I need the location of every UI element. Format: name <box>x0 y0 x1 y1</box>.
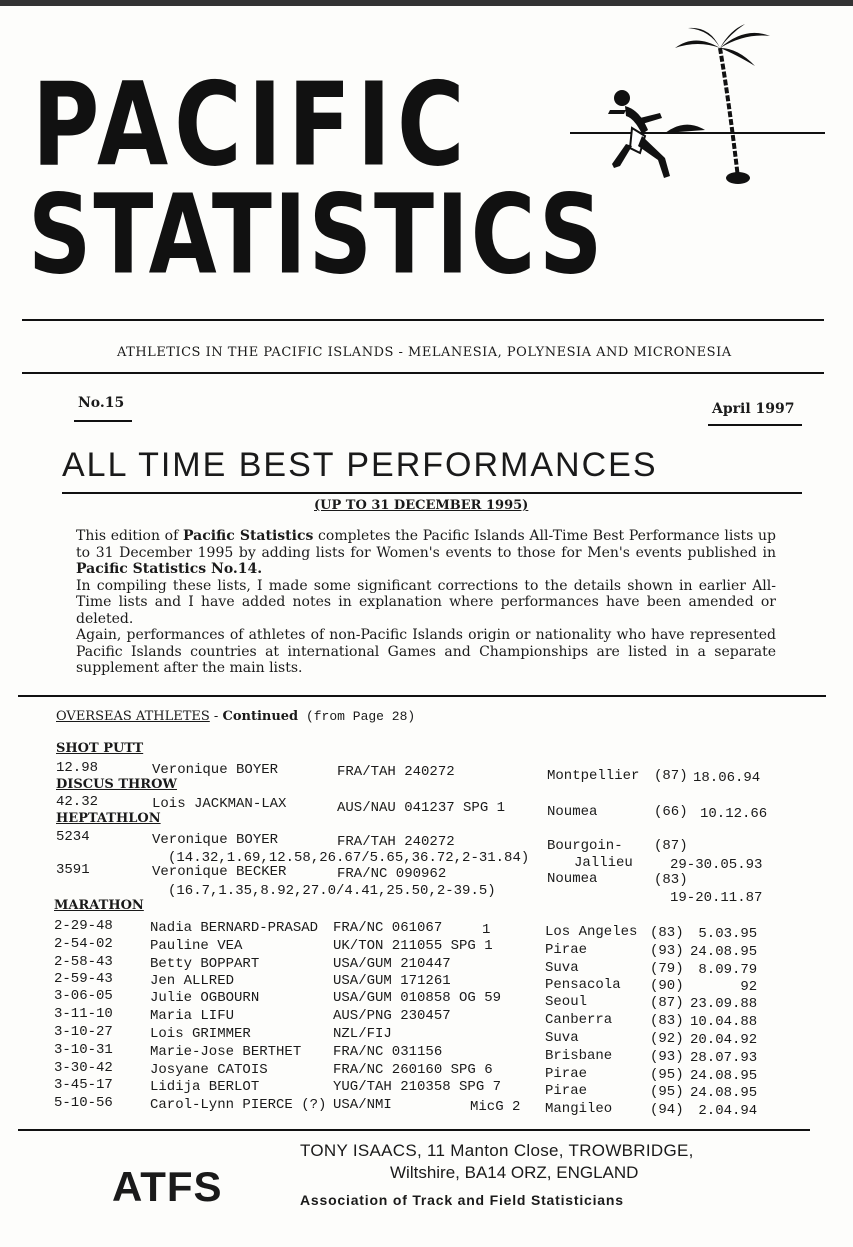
footer-rule <box>18 1129 810 1131</box>
masthead-subtitle: ATHLETICS IN THE PACIFIC ISLANDS - MELANESIA, POLYNESIA AND MICRONESIA <box>117 345 732 360</box>
intro-p2: In compiling these lists, I made some significant corrections to the details shown in earlier All-Time lists and I have added notes in explanation where performances have been amended or deleted. <box>76 577 776 627</box>
masthead-rule-bottom <box>22 372 824 374</box>
intro-rule <box>18 695 826 697</box>
title-underline <box>62 492 802 494</box>
row-year: (66) <box>654 804 688 820</box>
marathon-row-date: 24.08.95 <box>690 944 758 960</box>
marathon-row-nat: UK/TON 211055 SPG 1 <box>333 938 493 954</box>
marathon-row-yr: (95) <box>650 1067 684 1083</box>
row-venue: Bourgoin- <box>547 838 623 854</box>
row-nat: AUS/NAU 041237 SPG 1 <box>337 800 506 816</box>
marathon-row-date: 20.04.92 <box>690 1032 758 1048</box>
row-name: Veronique BOYER <box>152 762 279 778</box>
row-date: 18.06.94 <box>693 770 761 786</box>
row-mark: 5234 <box>56 829 90 845</box>
event-heptathlon: HEPTATHLON <box>56 811 161 826</box>
marathon-row-date: 23.09.88 <box>690 996 758 1012</box>
issue-date: April 1997 <box>712 401 795 417</box>
marathon-row-mark: 2-29-48 <box>54 918 113 934</box>
masthead-line2: STATISTICS <box>28 170 605 299</box>
marathon-row-date: 8.09.79 <box>698 962 758 978</box>
row-mark: 3591 <box>56 862 90 878</box>
marathon-row-mark: 3-10-31 <box>54 1042 113 1058</box>
row-nat: FRA/NC 090962 <box>337 866 447 882</box>
intro-paragraph <box>76 528 776 677</box>
marathon-row-yr: (87) <box>650 995 684 1011</box>
row-venue: Montpellier <box>547 768 640 784</box>
marathon-row-mark: 2-54-02 <box>54 936 113 952</box>
marathon-row-mark: 2-59-43 <box>54 971 113 987</box>
marathon-row-venue: Suva <box>545 1030 579 1046</box>
section-dash: - <box>209 709 223 724</box>
row-date: 10.12.66 <box>700 806 768 822</box>
page-title: ALL TIME BEST PERFORMANCES <box>62 446 658 484</box>
row-mark: 12.98 <box>56 760 99 776</box>
marathon-row-comp: MicG 2 <box>470 1099 521 1115</box>
marathon-row-name: Nadia BERNARD-PRASAD <box>150 920 319 936</box>
marathon-row-nat: FRA/NC 260160 SPG 6 <box>333 1062 493 1078</box>
marathon-row-yr: (94) <box>650 1102 684 1118</box>
marathon-row-date: 10.04.88 <box>690 1014 758 1030</box>
event-shot-putt: SHOT PUTT <box>56 741 144 756</box>
marathon-row-venue: Pirae <box>545 1083 588 1099</box>
marathon-row-venue: Seoul <box>545 994 588 1010</box>
marathon-row-yr: (93) <box>650 943 684 959</box>
marathon-row-nat: USA/GUM 210447 <box>333 956 451 972</box>
row-venue-cont: Jallieu <box>574 855 633 871</box>
marathon-row-yr: (83) <box>650 925 684 941</box>
row-year: (87) <box>654 768 688 784</box>
marathon-row-comp: 1 <box>482 922 491 938</box>
marathon-row-venue: Pirae <box>545 1066 588 1082</box>
marathon-row-mark: 2-58-43 <box>54 954 113 970</box>
atfs-logo: ATFS <box>112 1163 223 1210</box>
row-year: (87) <box>654 838 688 854</box>
marathon-row-name: Jen ALLRED <box>150 973 235 989</box>
marathon-row-yr: (83) <box>650 1013 684 1029</box>
event-marathon: MARATHON <box>54 898 144 913</box>
masthead-line1: PACIFIC <box>32 58 471 192</box>
marathon-row-name: Lidija BERLOT <box>150 1079 260 1095</box>
marathon-row-name: Maria LIFU <box>150 1008 235 1024</box>
marathon-row-mark: 5-10-56 <box>54 1095 113 1111</box>
marathon-row-venue: Pensacola <box>545 977 621 993</box>
marathon-row-venue: Los Angeles <box>545 924 638 940</box>
marathon-row-yr: (95) <box>650 1084 684 1100</box>
masthead-rule-top <box>22 319 824 321</box>
section-from: (from Page 28) <box>298 709 416 724</box>
marathon-row-date: 24.08.95 <box>690 1068 758 1084</box>
section-title: OVERSEAS ATHLETES <box>56 709 210 724</box>
marathon-row-name: Julie OGBOURN <box>150 990 260 1006</box>
row-date: 29-30.05.93 <box>670 857 763 873</box>
runner-palm-illustration <box>570 18 830 193</box>
marathon-row-date: 28.07.93 <box>690 1050 758 1066</box>
marathon-row-venue: Canberra <box>545 1012 613 1028</box>
marathon-row-mark: 3-06-05 <box>54 988 113 1004</box>
intro-p1-d: Pacific Statistics No.14. <box>76 561 263 577</box>
section-continued: Continued <box>222 709 299 724</box>
intro-p1-b: Pacific Statistics <box>182 528 314 544</box>
row-splits: (16.7,1.35,8.92,27.0/4.41,25.50,2-39.5) <box>168 883 496 899</box>
row-name: Lois JACKMAN-LAX <box>152 796 287 812</box>
marathon-row-nat: USA/NMI <box>333 1097 392 1113</box>
issue-number-underline <box>74 420 132 422</box>
marathon-row-name: Josyane CATOIS <box>150 1062 268 1078</box>
marathon-row-name: Carol-Lynn PIERCE (?) <box>150 1097 327 1113</box>
row-name: Veronique BECKER <box>152 864 287 880</box>
row-nat: FRA/TAH 240272 <box>337 764 455 780</box>
marathon-row-nat: USA/GUM 171261 <box>333 973 451 989</box>
table-row <box>56 760 98 776</box>
marathon-row-nat: FRA/NC 031156 <box>333 1044 443 1060</box>
marathon-row-venue: Mangileo <box>545 1101 613 1117</box>
marathon-row-yr: (93) <box>650 1049 684 1065</box>
row-venue: Noumea <box>547 804 598 820</box>
event-discus-throw: DISCUS THROW <box>56 777 178 792</box>
marathon-row-name: Betty BOPPART <box>150 956 260 972</box>
footer-association: Association of Track and Field Statisticians <box>300 1192 624 1208</box>
footer-address-line2: Wiltshire, BA14 ORZ, ENGLAND <box>390 1163 639 1182</box>
row-splits: (14.32,1.69,12.58,26.67/5.65,36.72,2-31.84) <box>168 850 530 866</box>
marathon-row-date: 24.08.95 <box>690 1085 758 1101</box>
marathon-row-name: Pauline VEA <box>150 938 243 954</box>
intro-p3: Again, performances of athletes of non-Pacific Islands origin or nationality who have represented Pacific Islands countries at international Games and Championships are listed in a separate supplement after the main lists. <box>76 627 776 676</box>
issue-date-underline <box>708 424 802 426</box>
marathon-row-nat: FRA/NC 061067 <box>333 920 443 936</box>
marathon-row-nat: YUG/TAH 210358 SPG 7 <box>333 1079 502 1095</box>
marathon-row-nat: AUS/PNG 230457 <box>333 1008 451 1024</box>
row-date: 19-20.11.87 <box>670 890 763 906</box>
marathon-row-yr: (79) <box>650 961 684 977</box>
marathon-row-yr: (90) <box>650 978 684 994</box>
marathon-row-mark: 3-45-17 <box>54 1077 113 1093</box>
marathon-row-mark: 3-10-27 <box>54 1024 113 1040</box>
row-venue: Noumea <box>547 871 598 887</box>
marathon-row-nat: USA/GUM 010858 OG 59 <box>333 990 502 1006</box>
row-name: Veronique BOYER <box>152 832 279 848</box>
section-heading <box>56 709 415 724</box>
marathon-row-date: 5.03.95 <box>698 926 758 942</box>
top-border <box>0 0 853 6</box>
marathon-row-name: Marie-Jose BERTHET <box>150 1044 302 1060</box>
intro-p1-a: This edition of <box>76 528 183 544</box>
footer-address-line1: TONY ISAACS, 11 Manton Close, TROWBRIDGE, <box>300 1141 694 1160</box>
marathon-row-mark: 3-11-10 <box>54 1006 113 1022</box>
row-nat: FRA/TAH 240272 <box>337 834 455 850</box>
row-year: (83) <box>654 872 688 888</box>
row-mark: 42.32 <box>56 794 99 810</box>
marathon-row-date: 2.04.94 <box>698 1103 758 1119</box>
marathon-row-date: 92 <box>740 979 758 995</box>
marathon-row-venue: Suva <box>545 960 579 976</box>
marathon-row-venue: Brisbane <box>545 1048 613 1064</box>
intro-p1-c: completes the Pacific Islands All-Time Best Performance lists up to 31 December 1995 by adding lists for Women's events to those for Men's events published in <box>76 528 776 561</box>
marathon-row-mark: 3-30-42 <box>54 1060 113 1076</box>
marathon-row-venue: Pirae <box>545 942 588 958</box>
marathon-row-nat: NZL/FIJ <box>333 1026 392 1042</box>
marathon-row-yr: (92) <box>650 1031 684 1047</box>
marathon-row-name: Lois GRIMMER <box>150 1026 251 1042</box>
title-dateline: (UP TO 31 DECEMBER 1995) <box>314 498 529 513</box>
issue-number: No.15 <box>78 395 125 411</box>
